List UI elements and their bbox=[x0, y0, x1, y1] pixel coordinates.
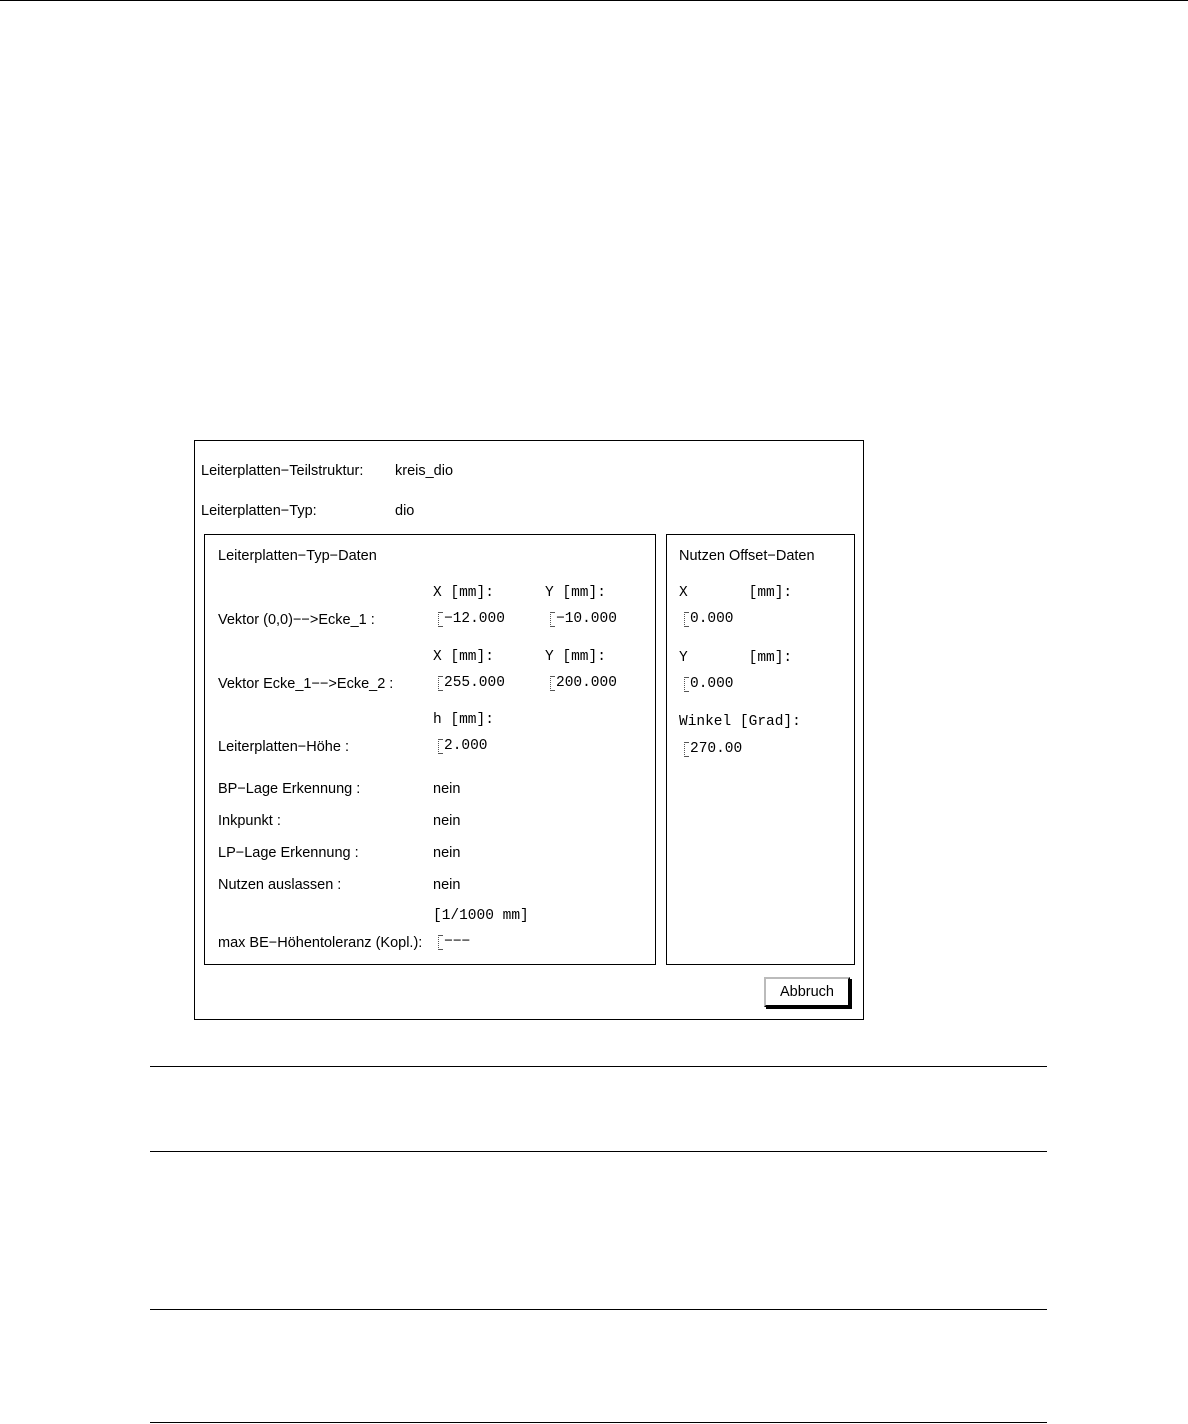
offset-data-title: Nutzen Offset−Daten bbox=[679, 548, 815, 564]
type-value: dio bbox=[395, 503, 415, 519]
divider-4 bbox=[150, 1422, 1047, 1423]
lp-lage-value[interactable]: nein bbox=[433, 845, 461, 861]
inkpunkt-value[interactable]: nein bbox=[433, 813, 461, 829]
tolerance-input[interactable]: −−− bbox=[438, 934, 470, 950]
bp-lage-value[interactable]: nein bbox=[433, 781, 461, 797]
nutzen-auslassen-label: Nutzen auslassen : bbox=[218, 877, 342, 893]
offset-angle-header: Winkel [Grad]: bbox=[679, 714, 801, 730]
text-cursor-icon bbox=[438, 739, 443, 754]
text-cursor-icon bbox=[684, 677, 689, 692]
structure-value: kreis_dio bbox=[395, 463, 454, 479]
structure-label: Leiterplatten−Teilstruktur: bbox=[201, 463, 364, 479]
vec2-x-input[interactable]: 255.000 bbox=[438, 675, 505, 691]
text-cursor-icon bbox=[684, 742, 689, 757]
top-rule bbox=[0, 0, 1188, 1]
text-cursor-icon bbox=[438, 676, 443, 691]
height-header: h [mm]: bbox=[433, 712, 494, 728]
vec2-label: Vektor Ecke_1−−>Ecke_2 : bbox=[218, 676, 394, 692]
circuit-board-dialog bbox=[194, 440, 864, 1020]
tolerance-header: [1/1000 mm] bbox=[433, 908, 529, 924]
inkpunkt-label: Inkpunkt : bbox=[218, 813, 281, 829]
divider-3 bbox=[150, 1309, 1047, 1310]
vec1-y-input[interactable]: −10.000 bbox=[550, 611, 617, 627]
text-cursor-icon bbox=[550, 676, 555, 691]
tolerance-label: max BE−Höhentoleranz (Kopl.): bbox=[218, 935, 423, 951]
divider-1 bbox=[150, 1066, 1047, 1067]
offset-angle-input[interactable]: 270.00 bbox=[684, 741, 742, 757]
height-input[interactable]: 2.000 bbox=[438, 738, 488, 754]
text-cursor-icon bbox=[438, 612, 443, 627]
offset-x-header: X [mm]: bbox=[679, 585, 793, 601]
vec1-x-input[interactable]: −12.000 bbox=[438, 611, 505, 627]
offset-x-input[interactable]: 0.000 bbox=[684, 611, 734, 627]
vec1-y-header: Y [mm]: bbox=[545, 585, 606, 601]
text-cursor-icon bbox=[550, 612, 555, 627]
lp-lage-label: LP−Lage Erkennung : bbox=[218, 845, 359, 861]
nutzen-auslassen-value[interactable]: nein bbox=[433, 877, 461, 893]
type-label: Leiterplatten−Typ: bbox=[201, 503, 317, 519]
offset-y-header: Y [mm]: bbox=[679, 650, 793, 666]
text-cursor-icon bbox=[438, 935, 443, 950]
type-data-panel bbox=[204, 534, 656, 965]
divider-2 bbox=[150, 1151, 1047, 1152]
offset-y-input[interactable]: 0.000 bbox=[684, 676, 734, 692]
type-data-title: Leiterplatten−Typ−Daten bbox=[218, 548, 377, 564]
cancel-button[interactable]: Abbruch bbox=[764, 977, 850, 1007]
offset-data-panel bbox=[666, 534, 855, 965]
vec1-x-header: X [mm]: bbox=[433, 585, 494, 601]
bp-lage-label: BP−Lage Erkennung : bbox=[218, 781, 361, 797]
text-cursor-icon bbox=[684, 612, 689, 627]
vec2-y-input[interactable]: 200.000 bbox=[550, 675, 617, 691]
vec1-label: Vektor (0,0)−−>Ecke_1 : bbox=[218, 612, 375, 628]
height-label: Leiterplatten−Höhe : bbox=[218, 739, 349, 755]
vec2-x-header: X [mm]: bbox=[433, 649, 494, 665]
vec2-y-header: Y [mm]: bbox=[545, 649, 606, 665]
